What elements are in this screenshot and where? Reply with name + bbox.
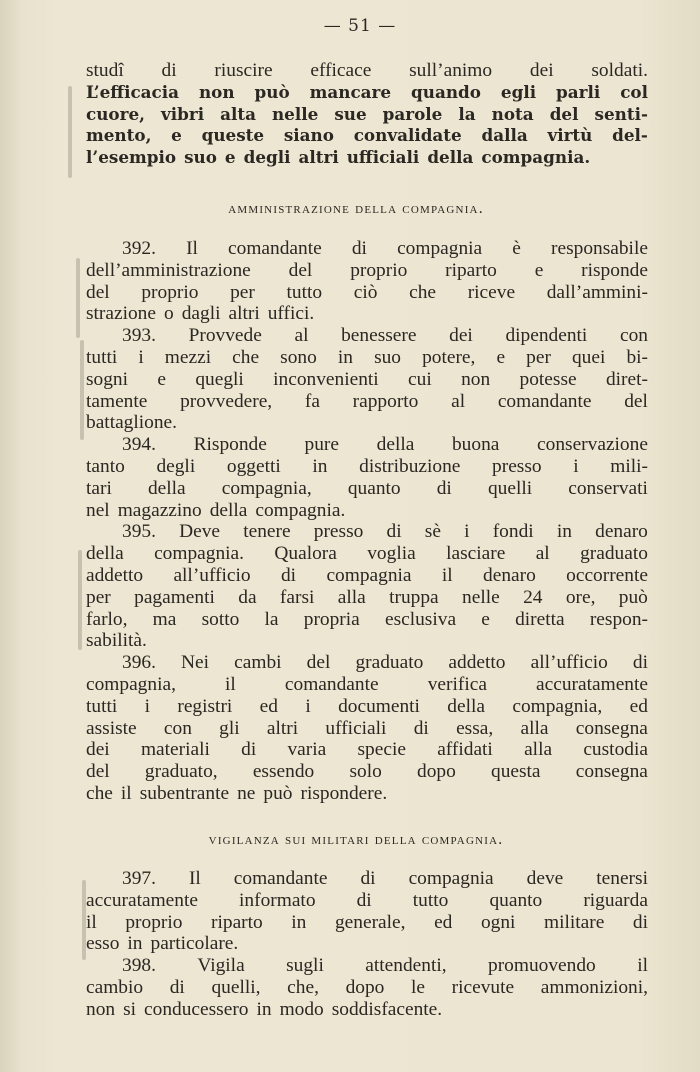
text-line: 397. Il comandante di compagnia deve tenersi (122, 868, 648, 889)
text-line: battaglione. (86, 412, 177, 434)
text-line: tamente provvedere, fa rapporto al comandante del (86, 390, 648, 412)
section-heading-vigilanza: vigilanza sui militari della compagnia. (208, 831, 504, 848)
text-line: sabilità. (86, 630, 147, 652)
page-number: — 51 — (323, 16, 397, 36)
text-line: 394. Risponde pure della buona conservazione (122, 434, 648, 456)
text-line: 392. Il comandante di compagnia è responsabile (122, 238, 648, 259)
text-line: il proprio riparto in generale, ed ogni militare di (86, 911, 648, 933)
text-line: L’efficacia non può mancare quando egli parli col (86, 81, 648, 102)
text-line: accuratamente informato di tutto quanto riguarda (86, 889, 648, 911)
text-line: farlo, ma sotto la propria esclusiva e diretta respon- (86, 608, 648, 630)
text-line: tanto degli oggetti in distribuzione presso i mili- (86, 455, 648, 477)
margin-pencil-mark (80, 340, 84, 440)
text-line: dell’amministrazione del proprio riparto e risponde (86, 259, 648, 281)
margin-pencil-mark (68, 86, 72, 178)
text-line: 393. Provvede al benessere dei dipendenti con (122, 325, 648, 347)
section-amministrazione-text (86, 238, 648, 805)
text-line: del graduato, essendo solo dopo questa consegna (86, 761, 648, 783)
section-vigilanza-text (86, 868, 648, 1021)
text-line: dei materiali di varia specie affidati alla custodia (86, 739, 648, 761)
text-line: per pagamenti da farsi alla truppa nelle 24 ore, può (86, 586, 648, 608)
text-line: tutti i registri ed i documenti della compagnia, ed (86, 695, 648, 717)
text-line: non si conducessero in modo soddisfacente. (86, 998, 443, 1020)
text-line: studî di riuscire efficace sull’animo dei soldati. (86, 60, 648, 81)
text-line: 398. Vigila sugli attendenti, promuovendo il (122, 955, 648, 977)
text-line: tari della compagnia, quanto di quelli conservati (86, 477, 648, 499)
text-line: cambio di quelli, che, dopo le ricevute ammonizioni, (86, 976, 648, 998)
text-line: esso in particolare. (86, 933, 239, 955)
text-line: della compagnia. Qualora voglia lasciare al graduato (86, 543, 648, 565)
margin-pencil-mark (76, 258, 80, 338)
text-line: sogni e quegli inconvenienti cui non potesse diret- (86, 368, 648, 390)
text-line: mento, e queste siano convalidate dalla virtù del- (86, 125, 648, 146)
intro-paragraph (86, 60, 648, 169)
text-line: compagnia, il comandante verifica accuratamente (86, 673, 648, 695)
text-line: 396. Nei cambi del graduato addetto all’ufficio di (122, 652, 648, 674)
text-line: che il subentrante ne può rispondere. (86, 782, 388, 804)
text-line: 395. Deve tenere presso di sè i fondi in denaro (122, 521, 648, 543)
text-line: nel magazzino della compagnia. (86, 499, 346, 521)
text-line: tutti i mezzi che sono in suo potere, e per quei bi- (86, 346, 648, 368)
margin-pencil-mark (78, 550, 82, 650)
text-line: addetto all’ufficio di compagnia il denaro occorrente (86, 564, 648, 586)
text-line: cuore, vibri alta nelle sue parole la nota del senti- (86, 103, 648, 124)
text-line: assiste con gli altri ufficiali di essa, alla consegna (86, 717, 648, 739)
section-heading-amministrazione: amministrazione della compagnia. (228, 200, 484, 217)
text-line: del proprio per tutto ciò che riceve dall’ammini- (86, 281, 648, 303)
text-line: l’esempio suo e degli altri ufficiali della compagnia. (86, 147, 591, 168)
text-line: strazione o dagli altri uffici. (86, 303, 315, 325)
